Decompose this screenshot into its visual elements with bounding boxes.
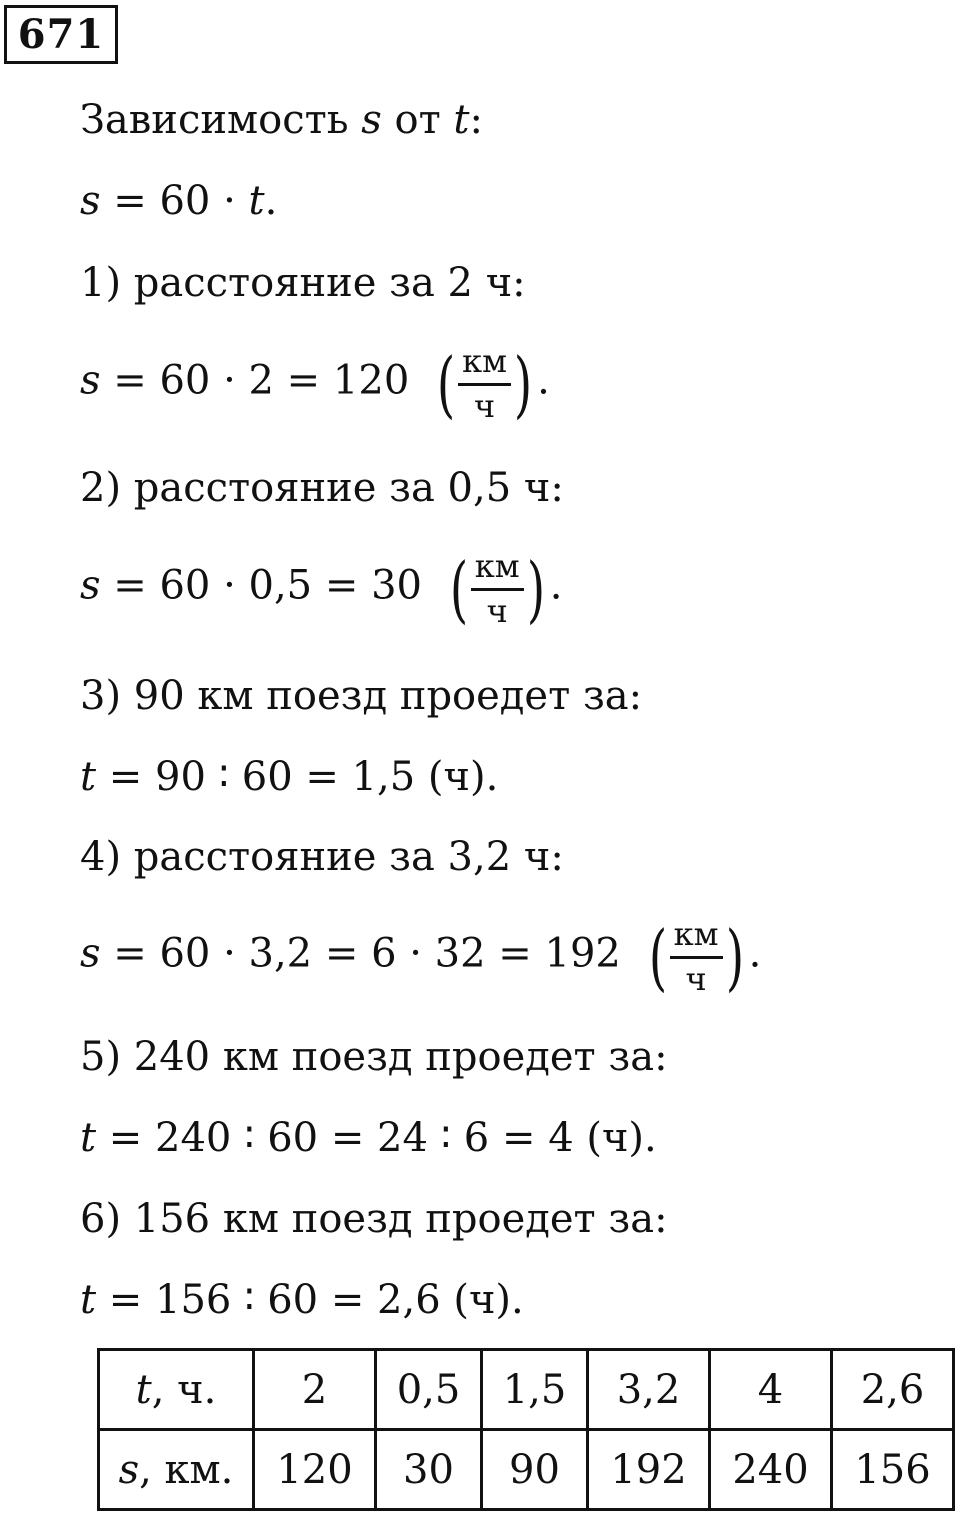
item-2-heading: 2) расстояние за 0,5 ч: xyxy=(80,465,564,511)
intro-word: Зависимость xyxy=(80,97,349,143)
table-cell: 90 xyxy=(482,1430,588,1510)
left-paren: ( xyxy=(648,914,667,999)
item-3-expr: = 90 ∶ 60 = 1,5 (ч). xyxy=(96,754,499,800)
item-2-expr: = 60 · 0,5 = 30 xyxy=(100,562,435,609)
item-5-expr: = 240 ∶ 60 = 24 ∶ 6 = 4 (ч). xyxy=(96,1115,657,1161)
item-2-calculation xyxy=(80,546,563,631)
item-6-var: t xyxy=(80,1277,97,1323)
table-cell: 4 xyxy=(710,1350,832,1430)
table-row-t xyxy=(99,1350,954,1430)
item-6-calculation xyxy=(80,1277,524,1323)
item-1-calculation xyxy=(80,341,550,426)
right-paren: ) xyxy=(725,914,744,999)
item-3-calculation xyxy=(80,754,499,800)
table-cell: 1,5 xyxy=(482,1350,588,1430)
item-1-var: s xyxy=(80,357,101,404)
item-1-expr: = 60 · 2 = 120 xyxy=(100,357,422,404)
table-cell: 192 xyxy=(588,1430,710,1510)
intro-end: : xyxy=(469,97,483,143)
unit-fraction xyxy=(432,341,537,426)
intro-middle: от xyxy=(394,97,441,143)
item-4-expr: = 60 · 3,2 = 6 · 32 = 192 xyxy=(100,930,634,977)
table-cell: 240 xyxy=(710,1430,832,1510)
fraction-numerator: км xyxy=(458,345,511,386)
item-1-heading: 1) расстояние за 2 ч: xyxy=(80,260,526,306)
fraction-numerator: км xyxy=(670,918,723,959)
formula-end: . xyxy=(264,178,278,224)
row-header-t: t, ч. xyxy=(99,1350,254,1430)
item-4-calculation xyxy=(80,914,762,999)
table-cell: 120 xyxy=(254,1430,376,1510)
intro-var-s: s xyxy=(361,97,382,143)
table-cell: 3,2 xyxy=(588,1350,710,1430)
item-4-end: . xyxy=(748,930,762,977)
dependency-intro xyxy=(80,97,483,143)
table-cell: 30 xyxy=(376,1430,482,1510)
formula-var-s: s xyxy=(80,178,101,224)
item-5-heading: 5) 240 км поезд проедет за: xyxy=(80,1034,668,1080)
item-5-calculation xyxy=(80,1115,657,1161)
main-formula xyxy=(80,178,278,224)
item-3-heading: 3) 90 км поезд проедет за: xyxy=(80,673,643,719)
fraction-denominator: ч xyxy=(486,592,508,630)
table-cell: 2 xyxy=(254,1350,376,1430)
left-paren: ( xyxy=(449,546,468,631)
item-3-var: t xyxy=(80,754,97,800)
item-5-var: t xyxy=(80,1115,97,1161)
row-header-s: s, км. xyxy=(99,1430,254,1510)
right-paren: ) xyxy=(513,341,533,426)
formula-middle: = 60 · xyxy=(100,178,249,224)
item-2-var: s xyxy=(80,562,101,609)
problem-number: 671 xyxy=(4,5,118,64)
item-6-heading: 6) 156 км поезд проедет за: xyxy=(80,1196,668,1242)
formula-var-t: t xyxy=(248,178,265,224)
intro-var-t: t xyxy=(453,97,470,143)
item-2-end: . xyxy=(549,562,563,609)
fraction-numerator: км xyxy=(471,550,524,591)
item-1-end: . xyxy=(537,357,550,404)
table-cell: 156 xyxy=(832,1430,954,1510)
table-row-s xyxy=(99,1430,954,1510)
table-cell: 0,5 xyxy=(376,1350,482,1430)
fraction-denominator: ч xyxy=(685,960,707,998)
item-4-var: s xyxy=(80,930,101,977)
unit-fraction xyxy=(644,914,749,999)
table-cell: 2,6 xyxy=(832,1350,954,1430)
fraction-denominator: ч xyxy=(473,387,496,425)
left-paren: ( xyxy=(436,341,456,426)
right-paren: ) xyxy=(526,546,545,631)
item-4-heading: 4) расстояние за 3,2 ч: xyxy=(80,834,564,880)
unit-fraction xyxy=(445,546,550,631)
item-6-expr: = 156 ∶ 60 = 2,6 (ч). xyxy=(96,1277,524,1323)
values-table xyxy=(97,1348,955,1511)
